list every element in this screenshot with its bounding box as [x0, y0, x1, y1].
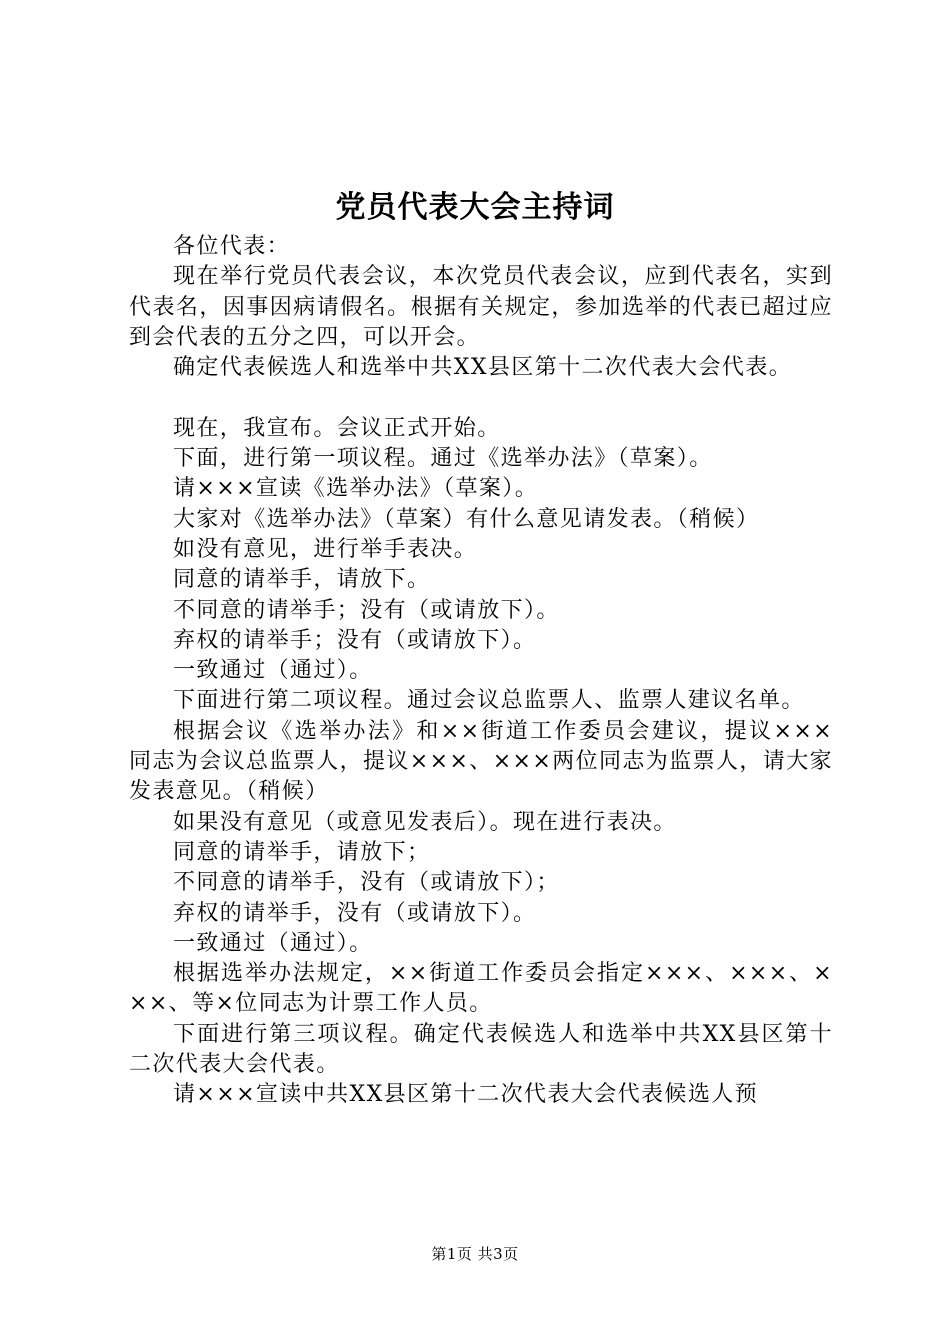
paragraph-read-candidates: 请×××宣读中共XX县区第十二次代表大会代表候选人预 [173, 1082, 759, 1108]
paragraph-vote-abstain: 弃权的请举手；没有（或请放下）。 [173, 627, 537, 653]
paragraph-request-opinions: 大家对《选举办法》（草案）有什么意见请发表。（稍候） [173, 506, 760, 532]
paragraph-vote-passed: 一致通过（通过）。 [173, 658, 373, 684]
paragraph-third-agenda: 下面进行第三项议程。确定代表候选人和选举中共XX县区第十二次代表大会代表。 [129, 1021, 833, 1078]
document-body [129, 232, 833, 1111]
blank-line [129, 383, 833, 413]
paragraph-vote-disagree-2: 不同意的请举手，没有（或请放下）； [173, 870, 560, 896]
paragraph-vote-agree: 同意的请举手，请放下。 [173, 567, 431, 593]
paragraph-second-agenda: 下面进行第二项议程。通过会议总监票人、监票人建议名单。 [173, 688, 805, 714]
document-title: 党员代表大会主持词 [335, 190, 615, 225]
paragraph-scrutineer-proposal: 根据会议《选举办法》和××街道工作委员会建议，提议×××同志为会议总监票人，提议×××、×××两位同志为监票人，请大家发表意见。（稍候） [129, 718, 834, 805]
paragraph-counters: 根据选举办法规定，××街道工作委员会指定×××、×××、×××、等×位同志为计票工作人员。 [129, 961, 833, 1017]
paragraph-greeting: 各位代表： [173, 234, 291, 259]
page-footer: 第1页 共3页 [431, 1245, 519, 1263]
paragraph-read-rules: 请×××宣读《选举办法》（草案）。 [173, 476, 539, 502]
paragraph-agenda-summary: 确定代表候选人和选举中共XX县区第十二次代表大会代表。 [173, 355, 793, 381]
paragraph-vote-agree-2: 同意的请举手，请放下； [173, 839, 431, 865]
paragraph-vote-intro-2: 如果没有意见（或意见发表后）。现在进行表决。 [173, 809, 677, 835]
paragraph-vote-intro: 如没有意见，进行举手表决。 [173, 536, 478, 562]
paragraph-vote-abstain-2: 弃权的请举手，没有（或请放下）。 [173, 900, 537, 926]
paragraph-opening: 现在举行党员代表会议，本次党员代表会议，应到代表名，实到代表名，因事因病请假名。根据有关规定，参加选举的代表已超过应到会代表的五分之四，可以开会。 [129, 264, 833, 350]
paragraph-vote-disagree: 不同意的请举手；没有（或请放下）。 [173, 597, 560, 623]
paragraph-first-agenda: 下面，进行第一项议程。通过《选举办法》（草案）。 [173, 446, 713, 472]
paragraph-announcement: 现在，我宣布。会议正式开始。 [173, 415, 501, 441]
paragraph-vote-passed-2: 一致通过（通过）。 [173, 930, 373, 956]
